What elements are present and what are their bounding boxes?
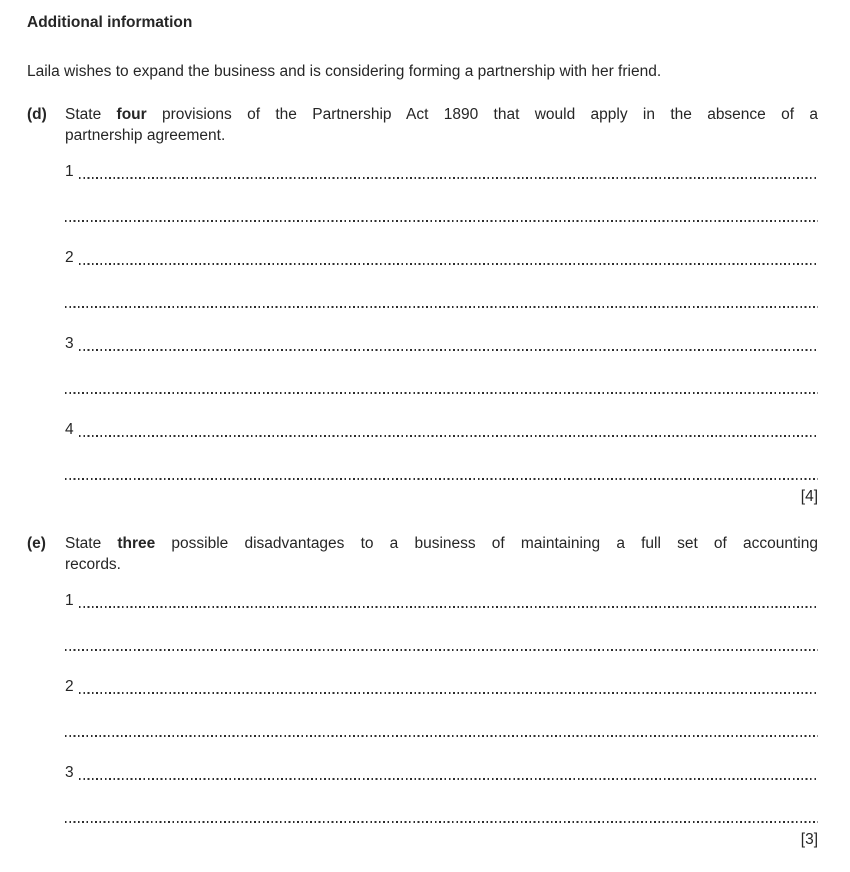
question-e-marks: [3] bbox=[800, 831, 818, 848]
answer-line-d1 bbox=[65, 161, 818, 182]
section-heading: Additional information bbox=[27, 14, 193, 31]
question-d-text-line2: partnership agreement. bbox=[65, 127, 226, 144]
question-e bbox=[27, 533, 818, 575]
answer-line-d1-dots bbox=[79, 177, 818, 179]
answer-line-e1-dots bbox=[79, 606, 818, 608]
answer-line-e2-continuation bbox=[65, 719, 818, 740]
question-d-label: (d) bbox=[27, 106, 47, 123]
answer-line-e1-continuation bbox=[65, 633, 818, 654]
answer-line-d3-number: 3 bbox=[65, 335, 74, 352]
answer-line-d1-number: 1 bbox=[65, 163, 74, 180]
answer-line-d3 bbox=[65, 333, 818, 354]
answer-line-d2-continuation bbox=[65, 290, 818, 311]
answer-line-d3-continuation-dots bbox=[65, 392, 818, 394]
question-e-text-line2: records. bbox=[65, 556, 121, 573]
answer-line-e2-dots bbox=[79, 692, 818, 694]
answer-line-e3-number: 3 bbox=[65, 764, 74, 781]
question-d-marks: [4] bbox=[800, 488, 818, 505]
question-e-text bbox=[65, 533, 818, 575]
question-d-text-line1: State four provisions of the Partnership Act 1890 that would apply in the absence of a bbox=[65, 106, 819, 123]
answer-line-e2-number: 2 bbox=[65, 678, 74, 695]
question-d bbox=[27, 104, 818, 146]
answer-line-e3-continuation-dots bbox=[65, 821, 818, 823]
question-e-label: (e) bbox=[27, 535, 46, 552]
intro-paragraph: Laila wishes to expand the business and is considering forming a partnership with her friend. bbox=[27, 63, 662, 80]
answer-line-e1 bbox=[65, 590, 818, 611]
question-e-text-line1: State three possible disadvantages to a business of maintaining a full set of accounting bbox=[65, 535, 818, 552]
answer-line-d3-dots bbox=[79, 349, 818, 351]
answer-line-e2-continuation-dots bbox=[65, 735, 818, 737]
answer-line-e1-continuation-dots bbox=[65, 649, 818, 651]
answer-line-e3-continuation bbox=[65, 805, 818, 826]
question-e-answer-lines bbox=[65, 590, 818, 826]
answer-line-d4-number: 4 bbox=[65, 421, 74, 438]
answer-line-e2 bbox=[65, 676, 818, 697]
answer-line-e3-dots bbox=[79, 778, 818, 780]
answer-line-d4-dots bbox=[79, 435, 818, 437]
answer-line-d2-dots bbox=[79, 263, 818, 265]
answer-line-d2 bbox=[65, 247, 818, 268]
answer-line-e1-number: 1 bbox=[65, 592, 74, 609]
answer-line-d2-number: 2 bbox=[65, 249, 74, 266]
answer-line-d4 bbox=[65, 419, 818, 440]
answer-line-d4-continuation bbox=[65, 462, 818, 483]
answer-line-d2-continuation-dots bbox=[65, 306, 818, 308]
answer-line-d1-continuation bbox=[65, 204, 818, 225]
answer-line-e3 bbox=[65, 762, 818, 783]
answer-line-d1-continuation-dots bbox=[65, 220, 818, 222]
question-d-text bbox=[65, 104, 818, 146]
question-d-answer-lines bbox=[65, 161, 818, 483]
answer-line-d3-continuation bbox=[65, 376, 818, 397]
answer-line-d4-continuation-dots bbox=[65, 478, 818, 480]
